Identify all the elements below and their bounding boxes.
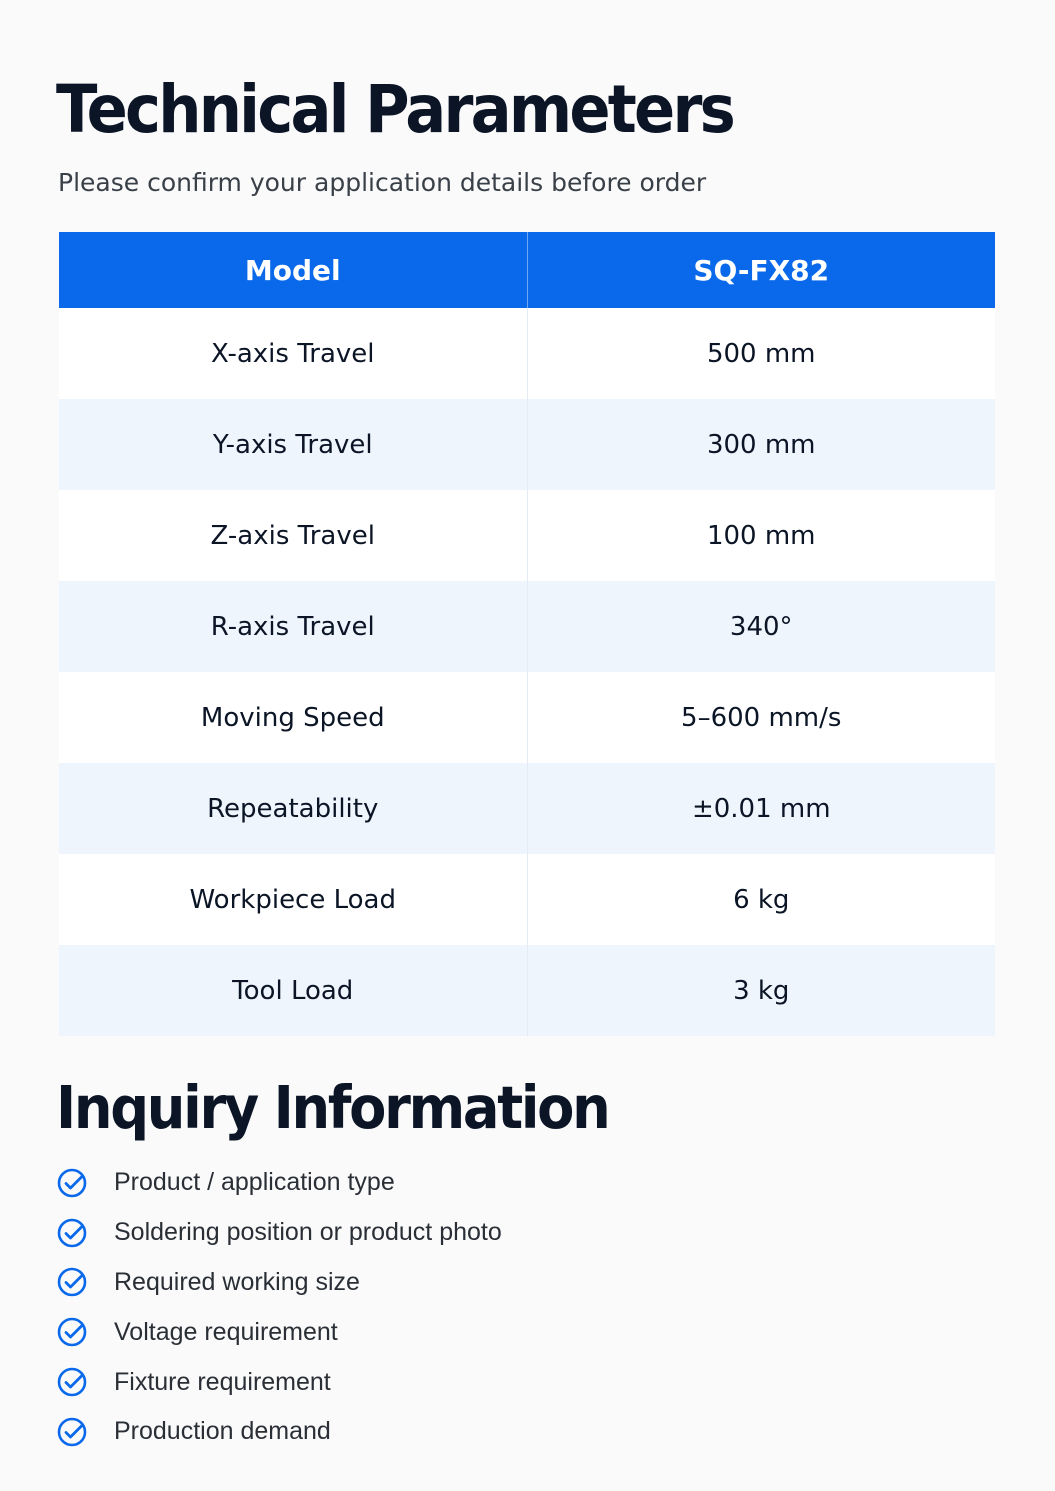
check-circle-icon [56,1416,88,1448]
list-item-label: Product / application type [114,1168,395,1197]
param-name: R-axis Travel [59,581,527,672]
param-name: Moving Speed [59,672,527,763]
page-title: Technical Parameters [56,71,734,148]
list-item-label: Voltage requirement [114,1317,338,1346]
table-row [59,672,995,763]
check-circle-icon [56,1167,88,1199]
list-item [56,1307,502,1357]
param-value: 500 mm [527,308,995,399]
list-item [56,1158,502,1208]
table-row [59,308,995,399]
check-circle-icon [56,1366,88,1398]
param-value: 340° [527,581,995,672]
spec-table [59,232,995,1036]
table-row [59,581,995,672]
table-row [59,945,995,1036]
column-header-model-value: SQ-FX82 [527,232,995,308]
table-row [59,490,995,581]
list-item-label: Soldering position or product photo [114,1218,502,1247]
table-row [59,763,995,854]
list-item-label: Fixture requirement [114,1367,331,1396]
param-name: Tool Load [59,945,527,1036]
list-item [56,1208,502,1258]
column-header-model: Model [59,232,527,308]
param-value: ±0.01 mm [527,763,995,854]
table-row [59,854,995,945]
table-header-row [59,232,995,308]
inquiry-title: Inquiry Information [56,1073,609,1142]
inquiry-list [56,1158,502,1457]
param-value: 300 mm [527,399,995,490]
list-item [56,1258,502,1308]
param-name: Z-axis Travel [59,490,527,581]
list-item-label: Production demand [114,1417,331,1446]
table-row [59,399,995,490]
param-value: 3 kg [527,945,995,1036]
list-item-label: Required working size [114,1267,360,1296]
param-value: 5–600 mm/s [527,672,995,763]
param-name: Y-axis Travel [59,399,527,490]
list-item [56,1407,502,1457]
check-circle-icon [56,1266,88,1298]
param-value: 6 kg [527,854,995,945]
list-item [56,1357,502,1407]
param-name: X-axis Travel [59,308,527,399]
param-name: Repeatability [59,763,527,854]
check-circle-icon [56,1316,88,1348]
param-value: 100 mm [527,490,995,581]
page-subtitle: Please confirm your application details before order [58,168,707,197]
param-name: Workpiece Load [59,854,527,945]
check-circle-icon [56,1217,88,1249]
